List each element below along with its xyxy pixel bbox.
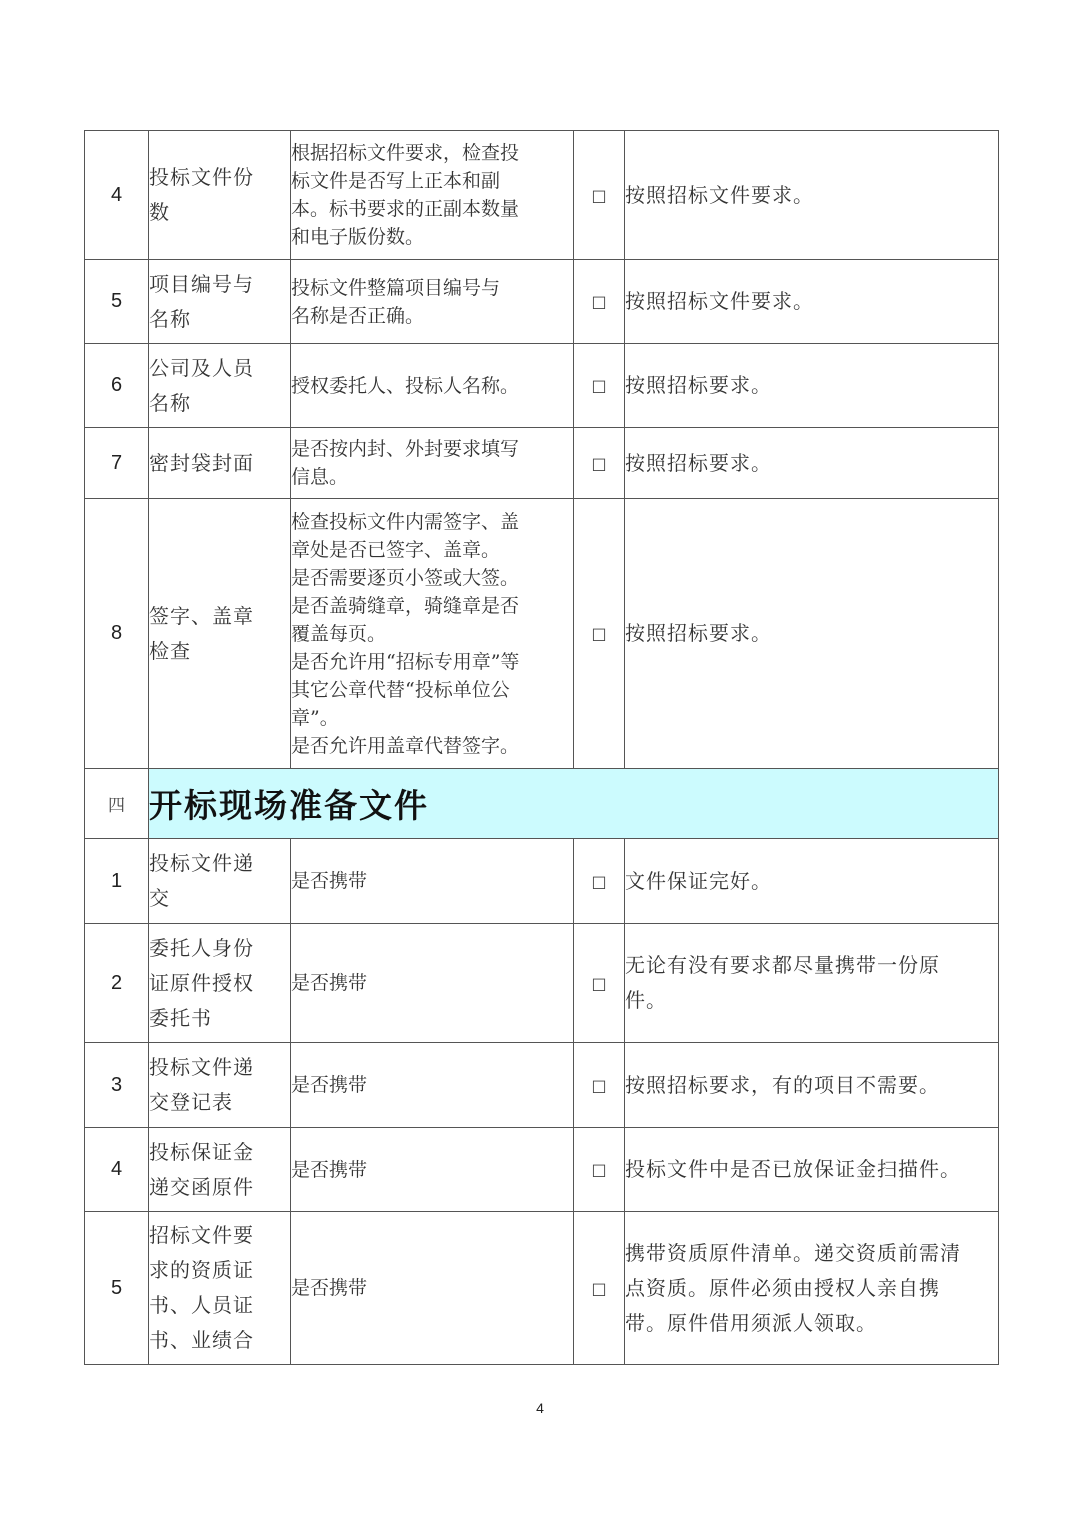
- item-cell-line: 递交函原件: [149, 1174, 254, 1199]
- check-content-cell-line: 是否允许用“招标专用章”等: [291, 650, 520, 673]
- check-content-cell: [291, 1043, 574, 1128]
- item-cell-line: 委托人身份: [149, 935, 254, 960]
- item-cell-line: 密封袋封面: [149, 450, 254, 475]
- row-number: 7: [85, 428, 149, 499]
- item-cell-line: 书、人员证: [149, 1293, 254, 1317]
- check-content-cell: [291, 1212, 574, 1365]
- note-cell: [625, 260, 999, 344]
- note-cell: [625, 499, 999, 769]
- check-content-cell: [291, 131, 574, 260]
- table-row: [85, 839, 999, 924]
- check-content-cell: [291, 839, 574, 924]
- note-cell: [625, 428, 999, 499]
- item-cell: [149, 344, 291, 428]
- note-cell: [625, 1212, 999, 1365]
- check-content-cell-line: 是否允许用盖章代替签字。: [291, 734, 520, 757]
- item-cell-line: 检查: [149, 638, 191, 663]
- check-content-cell: [291, 260, 574, 344]
- checklist-body: [85, 131, 999, 1365]
- item-cell-line: 证原件授权: [149, 970, 254, 995]
- row-number: 8: [85, 499, 149, 769]
- check-content-cell: [291, 1128, 574, 1212]
- note-cell-line: 件。: [625, 988, 667, 1012]
- row-number: 5: [85, 260, 149, 344]
- section-number: 四: [85, 769, 149, 839]
- item-cell-line: 招标文件要: [149, 1223, 254, 1247]
- section-title: 开标现场准备文件: [149, 769, 999, 839]
- item-cell: [149, 924, 291, 1043]
- check-content-cell-line: 名称是否正确。: [291, 304, 425, 327]
- item-cell-line: 投标文件递: [149, 1055, 254, 1079]
- note-cell-line: 带。原件借用须派人领取。: [625, 1310, 877, 1335]
- check-content-cell-line: 章处是否已签字、盖章。: [291, 538, 501, 561]
- item-cell-line: 数: [149, 200, 170, 224]
- section-header-row: [85, 769, 999, 839]
- check-content-cell: [291, 924, 574, 1043]
- item-cell-line: 求的资质证: [149, 1258, 254, 1282]
- note-cell-line: 携带资质原件清单。递交资质前需清: [625, 1240, 961, 1265]
- note-cell: [625, 839, 999, 924]
- check-content-cell-line: 根据招标文件要求，检查投: [291, 142, 520, 164]
- note-cell-line: 投标文件中是否已放保证金扫描件。: [625, 1157, 961, 1181]
- table-row: [85, 924, 999, 1043]
- check-content-cell-line: 本。标书要求的正副本数量: [291, 198, 520, 220]
- note-cell-line: 按照招标文件要求。: [625, 289, 814, 313]
- check-content-cell-line: 检查投标文件内需签字、盖: [291, 510, 520, 533]
- check-content-cell-line: 覆盖每页。: [291, 622, 387, 645]
- item-cell: [149, 428, 291, 499]
- checkbox: □: [574, 131, 625, 260]
- check-content-cell-line: 是否需要逐页小签或大签。: [291, 566, 520, 589]
- item-cell: [149, 1043, 291, 1128]
- note-cell-line: 文件保证完好。: [625, 868, 772, 893]
- checkbox: □: [574, 344, 625, 428]
- checkbox: □: [574, 428, 625, 499]
- checkbox: □: [574, 1128, 625, 1212]
- note-cell-line: 按照招标文件要求。: [625, 182, 814, 207]
- table-row: [85, 428, 999, 499]
- check-content-cell: [291, 499, 574, 769]
- item-cell-line: 投标文件份: [149, 165, 254, 189]
- table-row: [85, 1128, 999, 1212]
- item-cell-line: 名称: [149, 390, 191, 415]
- note-cell-line: 按照招标要求。: [625, 373, 772, 397]
- item-cell-line: 公司及人员: [149, 355, 254, 380]
- check-content-cell-line: 投标文件整篇项目编号与: [291, 276, 501, 299]
- note-cell-line: 点资质。原件必须由授权人亲自携: [625, 1275, 940, 1300]
- check-content-cell-line: 是否携带: [291, 1074, 368, 1096]
- note-cell: [625, 1128, 999, 1212]
- note-cell: [625, 131, 999, 260]
- table-row: [85, 131, 999, 260]
- table-row: [85, 1043, 999, 1128]
- item-cell: [149, 1128, 291, 1212]
- row-number: 4: [85, 1128, 149, 1212]
- row-number: 1: [85, 839, 149, 924]
- check-content-cell-line: 其它公章代替“投标单位公: [291, 678, 510, 701]
- checkbox: □: [574, 499, 625, 769]
- table-row: [85, 499, 999, 769]
- item-cell-line: 投标保证金: [149, 1139, 254, 1164]
- check-content-cell: [291, 344, 574, 428]
- item-cell: [149, 499, 291, 769]
- check-content-cell-line: 授权委托人、投标人名称。: [291, 374, 520, 397]
- note-cell: [625, 1043, 999, 1128]
- check-content-cell-line: 是否按内封、外封要求填写: [291, 438, 520, 460]
- note-cell: [625, 344, 999, 428]
- check-content-cell: [291, 428, 574, 499]
- checkbox: □: [574, 924, 625, 1043]
- item-cell-line: 名称: [149, 306, 191, 331]
- check-content-cell-line: 和电子版份数。: [291, 226, 425, 248]
- row-number: 4: [85, 131, 149, 260]
- item-cell-line: 项目编号与: [149, 271, 254, 296]
- check-content-cell-line: 是否携带: [291, 1158, 368, 1181]
- note-cell-line: 按照招标要求，有的项目不需要。: [625, 1072, 940, 1097]
- note-cell-line: 按照招标要求。: [625, 621, 772, 645]
- check-content-cell-line: 信息。: [291, 466, 349, 488]
- item-cell-line: 交登记表: [149, 1090, 233, 1114]
- item-cell-line: 书、业绩合: [149, 1328, 254, 1352]
- item-cell: [149, 839, 291, 924]
- check-content-cell-line: 是否携带: [291, 870, 368, 892]
- table-row: [85, 1212, 999, 1365]
- item-cell: [149, 1212, 291, 1365]
- note-cell-line: 无论有没有要求都尽量携带一份原: [625, 953, 940, 977]
- checkbox: □: [574, 839, 625, 924]
- item-cell-line: 签字、盖章: [149, 603, 254, 628]
- note-cell: [625, 924, 999, 1043]
- row-number: 6: [85, 344, 149, 428]
- row-number: 5: [85, 1212, 149, 1365]
- item-cell-line: 交: [149, 886, 170, 910]
- table-row: [85, 344, 999, 428]
- check-content-cell-line: 标文件是否写上正本和副: [291, 170, 501, 192]
- checklist-table: [84, 130, 999, 1365]
- item-cell: [149, 131, 291, 260]
- table-row: [85, 260, 999, 344]
- row-number: 3: [85, 1043, 149, 1128]
- checkbox: □: [574, 1043, 625, 1128]
- check-content-cell-line: 是否携带: [291, 972, 368, 994]
- check-content-cell-line: 是否盖骑缝章，骑缝章是否: [291, 594, 520, 617]
- item-cell: [149, 260, 291, 344]
- row-number: 2: [85, 924, 149, 1043]
- note-cell-line: 按照招标要求。: [625, 450, 772, 475]
- checkbox: □: [574, 260, 625, 344]
- page-number: 4: [536, 1400, 544, 1416]
- item-cell-line: 委托书: [149, 1005, 212, 1030]
- check-content-cell-line: 章”。: [291, 706, 339, 729]
- check-content-cell-line: 是否携带: [291, 1277, 368, 1299]
- checkbox: □: [574, 1212, 625, 1365]
- item-cell-line: 投标文件递: [149, 851, 254, 875]
